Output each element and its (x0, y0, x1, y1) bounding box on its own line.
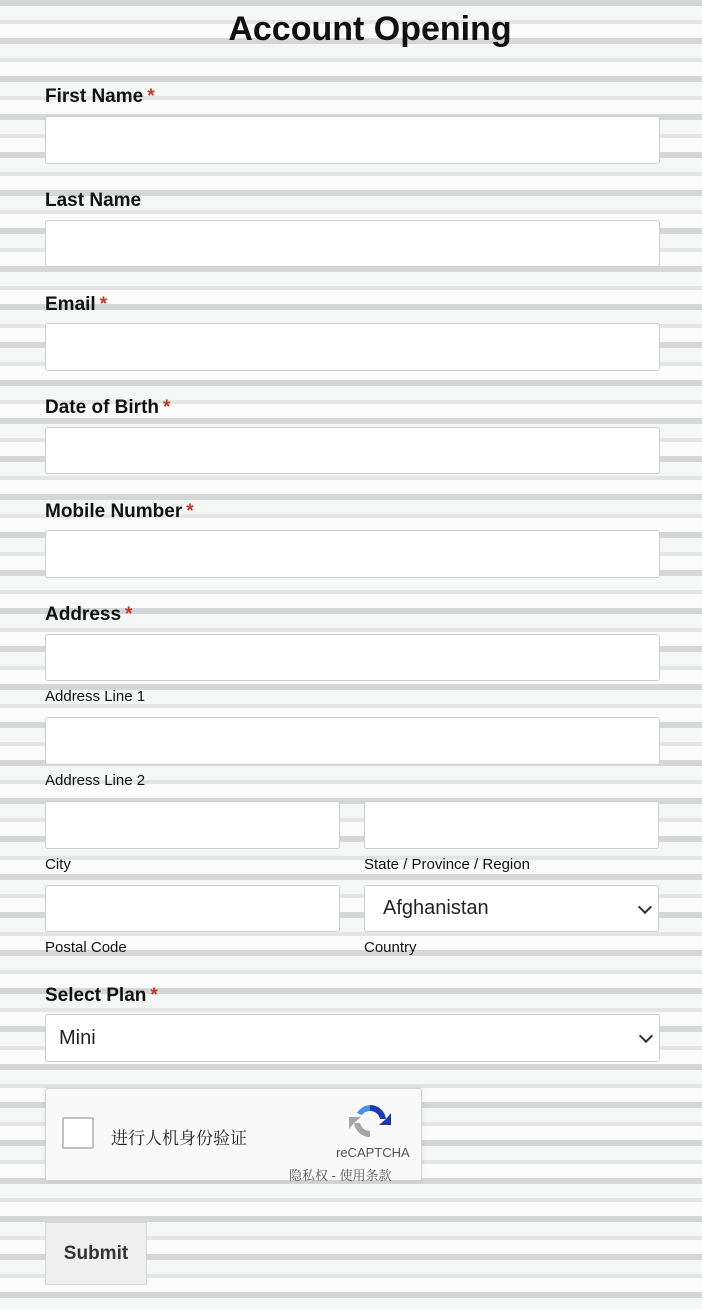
recaptcha-brand: reCAPTCHA (336, 1145, 410, 1160)
address-line1-input[interactable] (45, 634, 660, 681)
last-name-label: Last Name (45, 190, 142, 211)
email-input[interactable] (45, 323, 660, 371)
country-label: Country (364, 939, 417, 956)
dob-input[interactable] (45, 427, 660, 474)
recaptcha-prompt: 进行人机身份验证 (111, 1129, 247, 1148)
state-label: State / Province / Region (364, 856, 530, 873)
address-line2-label: Address Line 2 (45, 772, 146, 789)
plan-label: Select Plan * (45, 985, 158, 1006)
recaptcha-widget (45, 1088, 422, 1181)
plan-selected-value: Mini (59, 1026, 96, 1049)
required-marker: * (163, 397, 171, 418)
city-label: City (45, 856, 71, 873)
recaptcha-links[interactable]: 隐私权 - 使用条款 (289, 1168, 392, 1183)
required-marker: * (147, 86, 155, 107)
postal-code-input[interactable] (45, 885, 340, 932)
required-marker: * (186, 501, 194, 522)
mobile-label: Mobile Number * (45, 501, 194, 522)
page-title: Account Opening (228, 10, 512, 48)
mobile-input[interactable] (45, 530, 660, 578)
recaptcha-checkbox[interactable] (62, 1117, 94, 1149)
required-marker: * (150, 985, 158, 1006)
chevron-down-icon (638, 899, 652, 913)
city-input[interactable] (45, 801, 340, 849)
address-label: Address * (45, 604, 133, 625)
address-line1-label: Address Line 1 (45, 688, 146, 705)
postal-code-label: Postal Code (45, 939, 127, 956)
chevron-down-icon (639, 1029, 653, 1043)
email-label: Email * (45, 294, 108, 315)
country-select[interactable] (364, 885, 659, 932)
plan-select[interactable] (45, 1014, 660, 1062)
recaptcha-logo-icon (349, 1101, 391, 1141)
required-marker: * (125, 604, 133, 625)
required-marker: * (99, 294, 108, 315)
last-name-input[interactable] (45, 220, 660, 267)
country-selected-value: Afghanistan (383, 897, 489, 919)
dob-label: Date of Birth * (45, 397, 171, 418)
first-name-input[interactable] (45, 116, 660, 164)
state-input[interactable] (364, 801, 659, 849)
submit-button[interactable]: Submit (45, 1222, 147, 1285)
address-line2-input[interactable] (45, 717, 660, 765)
first-name-label: First Name * (45, 86, 155, 107)
